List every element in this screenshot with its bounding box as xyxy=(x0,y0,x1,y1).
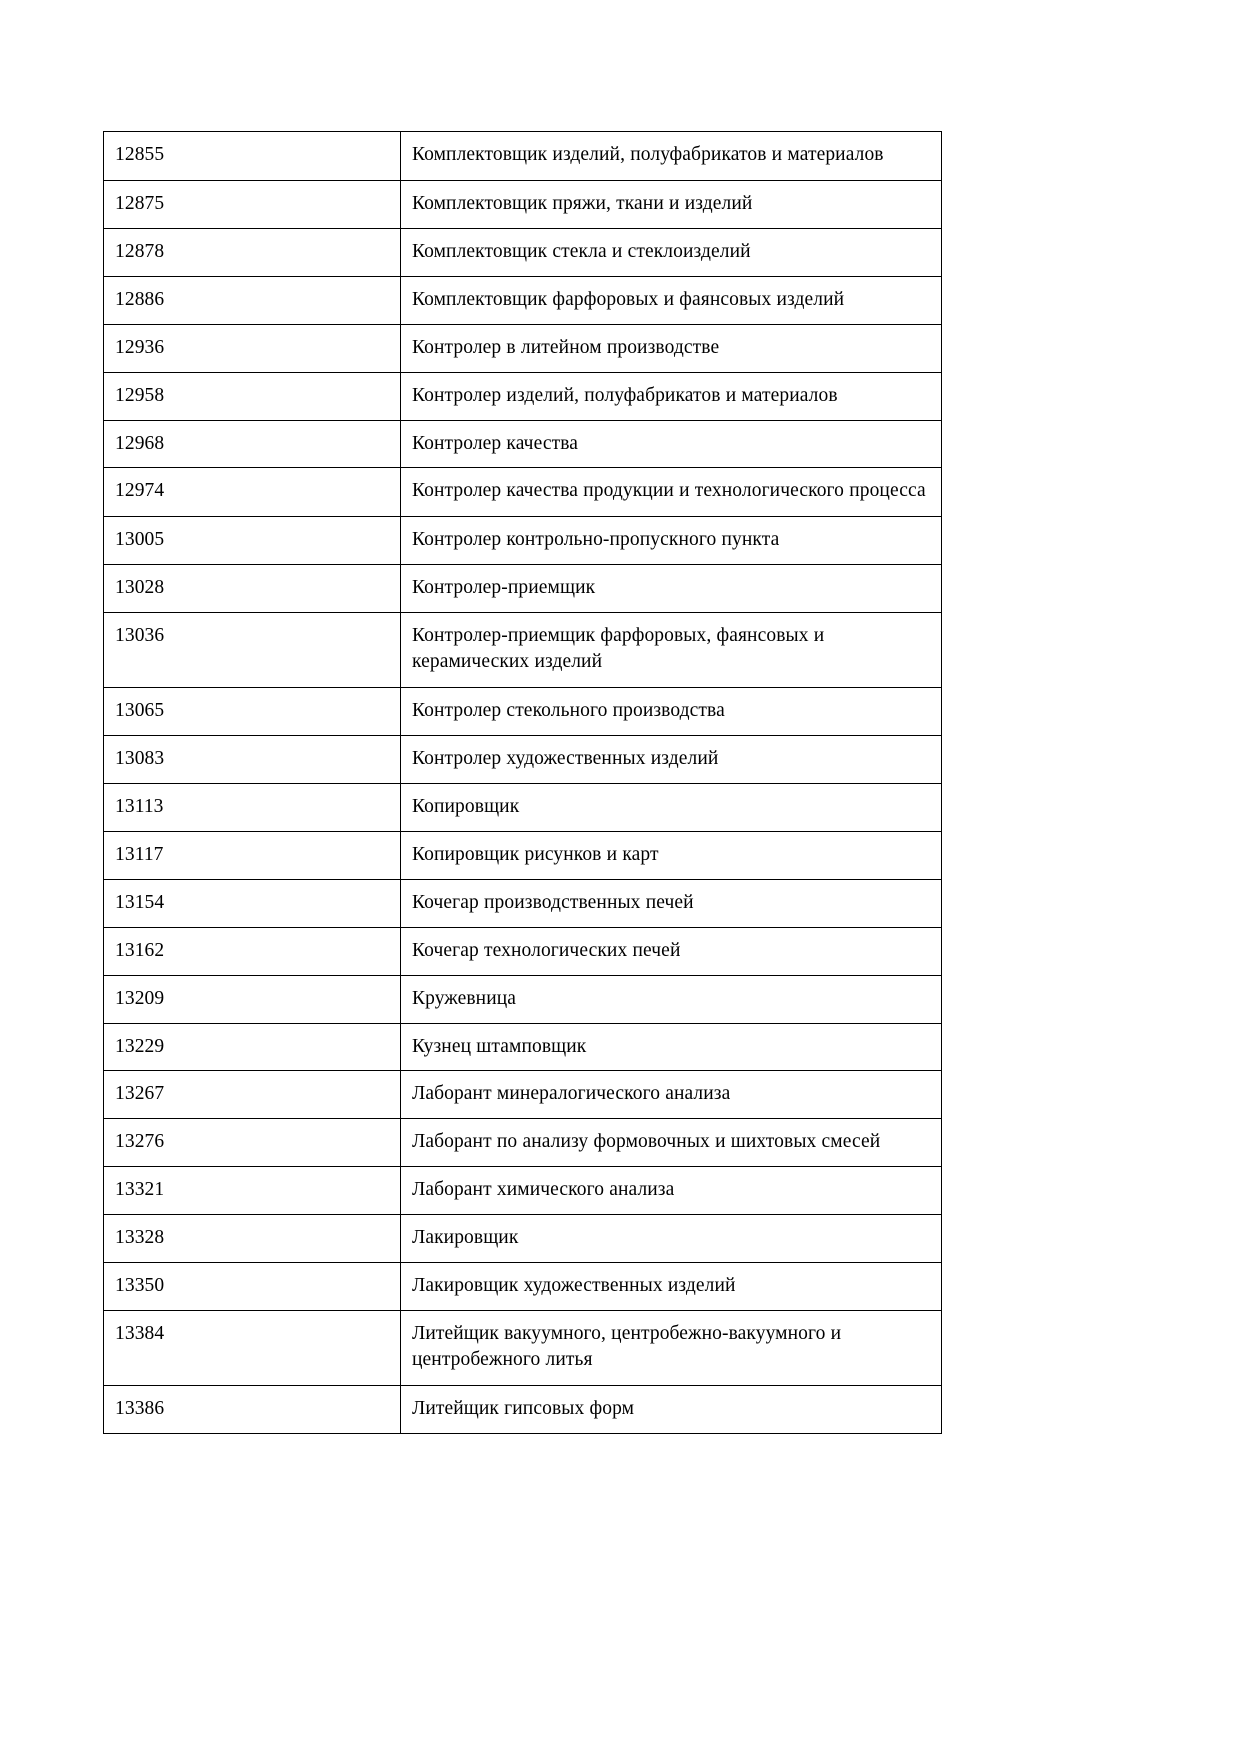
table-body xyxy=(104,132,942,1434)
table-row xyxy=(104,831,942,879)
occupation-code-cell: 13154 xyxy=(104,879,401,927)
occupation-code-table xyxy=(103,131,942,1434)
occupation-title-cell: Литейщик вакуумного, центробежно-вакуумного и центробежного литья xyxy=(401,1311,942,1386)
occupation-code-cell: 13276 xyxy=(104,1119,401,1167)
table-row xyxy=(104,975,942,1023)
occupation-code-cell: 13384 xyxy=(104,1311,401,1386)
occupation-title-cell: Лакировщик xyxy=(401,1215,942,1263)
occupation-code-cell: 12958 xyxy=(104,372,401,420)
occupation-code-cell: 12855 xyxy=(104,132,401,181)
table-row xyxy=(104,1311,942,1386)
table-row xyxy=(104,324,942,372)
table-container xyxy=(103,131,941,1434)
table-row xyxy=(104,927,942,975)
occupation-title-cell: Лаборант по анализу формовочных и шихтовых смесей xyxy=(401,1119,942,1167)
occupation-title-cell: Литейщик гипсовых форм xyxy=(401,1385,942,1433)
occupation-code-cell: 12968 xyxy=(104,420,401,468)
occupation-code-cell: 13028 xyxy=(104,565,401,613)
occupation-title-cell: Контролер художественных изделий xyxy=(401,735,942,783)
occupation-title-cell: Контролер качества xyxy=(401,420,942,468)
occupation-code-cell: 13229 xyxy=(104,1023,401,1071)
occupation-title-cell: Контролер качества продукции и технологического процесса xyxy=(401,468,942,517)
table-row xyxy=(104,1167,942,1215)
table-row xyxy=(104,132,942,181)
occupation-title-cell: Комплектовщик фарфоровых и фаянсовых изделий xyxy=(401,276,942,324)
table-row xyxy=(104,688,942,736)
occupation-code-cell: 12974 xyxy=(104,468,401,517)
table-row xyxy=(104,1071,942,1119)
occupation-code-cell: 13036 xyxy=(104,613,401,688)
occupation-title-cell: Лаборант минералогического анализа xyxy=(401,1071,942,1119)
occupation-title-cell: Контролер контрольно-пропускного пункта xyxy=(401,517,942,565)
occupation-code-cell: 13209 xyxy=(104,975,401,1023)
occupation-title-cell: Копировщик xyxy=(401,783,942,831)
table-row xyxy=(104,1119,942,1167)
occupation-code-cell: 13321 xyxy=(104,1167,401,1215)
occupation-title-cell: Кузнец штамповщик xyxy=(401,1023,942,1071)
occupation-title-cell: Комплектовщик стекла и стеклоизделий xyxy=(401,228,942,276)
table-row xyxy=(104,565,942,613)
occupation-code-cell: 12936 xyxy=(104,324,401,372)
table-row xyxy=(104,1385,942,1433)
occupation-title-cell: Контролер-приемщик фарфоровых, фаянсовых и керамических изделий xyxy=(401,613,942,688)
table-row xyxy=(104,613,942,688)
occupation-title-cell: Контролер в литейном производстве xyxy=(401,324,942,372)
occupation-code-cell: 12886 xyxy=(104,276,401,324)
occupation-code-cell: 13267 xyxy=(104,1071,401,1119)
table-row xyxy=(104,468,942,517)
occupation-code-cell: 13162 xyxy=(104,927,401,975)
occupation-title-cell: Контролер-приемщик xyxy=(401,565,942,613)
table-row xyxy=(104,879,942,927)
occupation-title-cell: Комплектовщик изделий, полуфабрикатов и материалов xyxy=(401,132,942,181)
table-row xyxy=(104,180,942,228)
occupation-code-cell: 13350 xyxy=(104,1263,401,1311)
occupation-code-cell: 13005 xyxy=(104,517,401,565)
occupation-title-cell: Контролер изделий, полуфабрикатов и материалов xyxy=(401,372,942,420)
occupation-code-cell: 13117 xyxy=(104,831,401,879)
occupation-title-cell: Лаборант химического анализа xyxy=(401,1167,942,1215)
occupation-code-cell: 13328 xyxy=(104,1215,401,1263)
occupation-code-cell: 13386 xyxy=(104,1385,401,1433)
occupation-code-cell: 12875 xyxy=(104,180,401,228)
table-row xyxy=(104,420,942,468)
table-row xyxy=(104,783,942,831)
occupation-code-cell: 12878 xyxy=(104,228,401,276)
table-row xyxy=(104,372,942,420)
occupation-title-cell: Копировщик рисунков и карт xyxy=(401,831,942,879)
occupation-title-cell: Контролер стекольного производства xyxy=(401,688,942,736)
occupation-code-cell: 13113 xyxy=(104,783,401,831)
occupation-title-cell: Лакировщик художественных изделий xyxy=(401,1263,942,1311)
occupation-code-cell: 13065 xyxy=(104,688,401,736)
table-row xyxy=(104,517,942,565)
table-row xyxy=(104,1263,942,1311)
table-row xyxy=(104,228,942,276)
table-row xyxy=(104,1215,942,1263)
occupation-title-cell: Кочегар технологических печей xyxy=(401,927,942,975)
table-row xyxy=(104,1023,942,1071)
table-row xyxy=(104,276,942,324)
occupation-code-cell: 13083 xyxy=(104,735,401,783)
occupation-title-cell: Кочегар производственных печей xyxy=(401,879,942,927)
table-row xyxy=(104,735,942,783)
occupation-title-cell: Кружевница xyxy=(401,975,942,1023)
occupation-title-cell: Комплектовщик пряжи, ткани и изделий xyxy=(401,180,942,228)
